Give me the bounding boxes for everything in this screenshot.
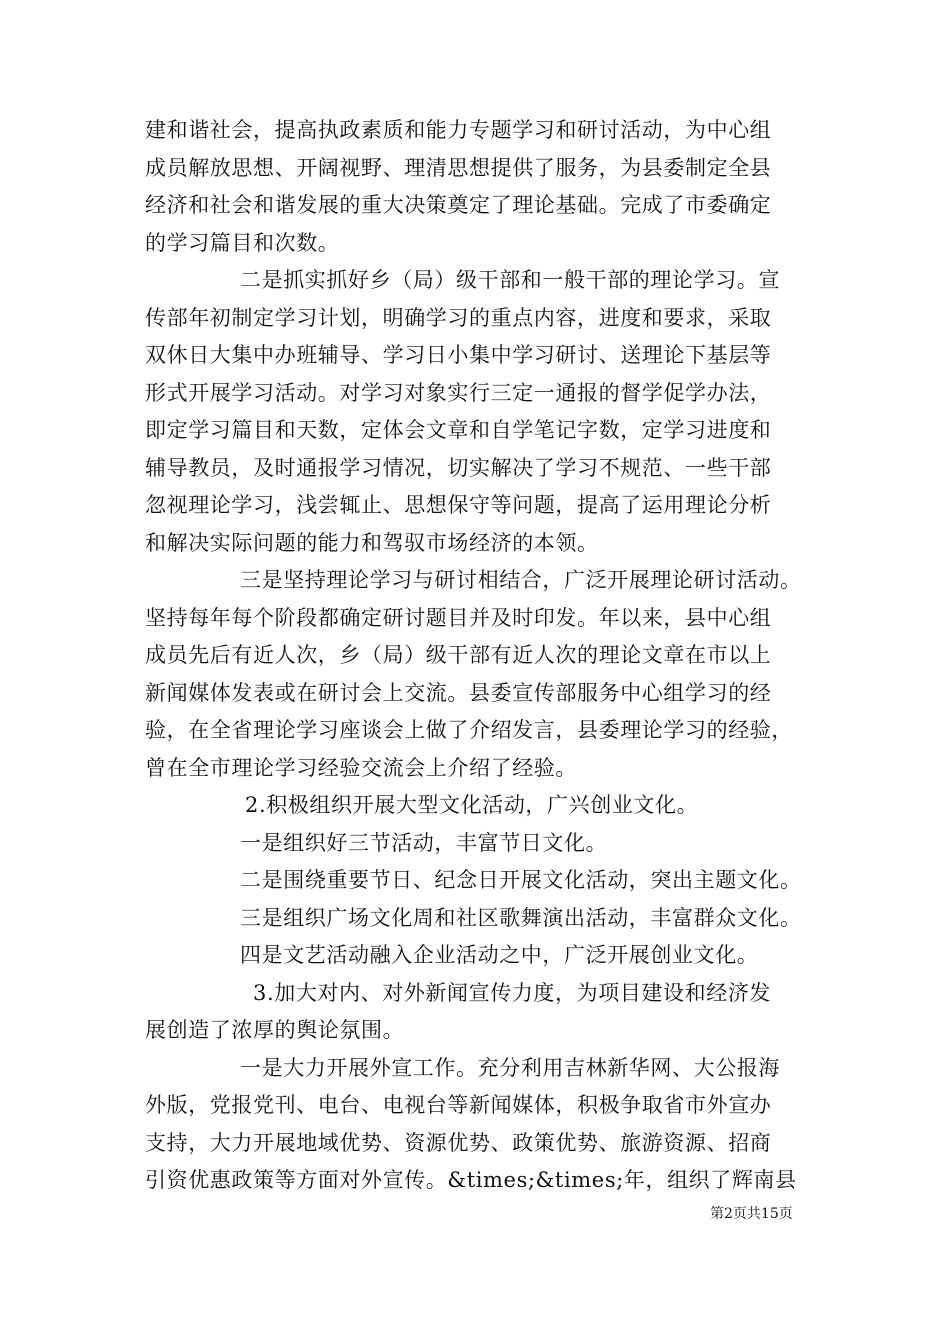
text-line: 双休日大集中办班辅导、学习日小集中学习研讨、送理论下基层等 <box>145 343 772 367</box>
text-line: 验，在全省理论学习座谈会上做了介绍发言，县委理论学习的经验， <box>145 718 793 742</box>
text-line: 的学习篇目和次数。 <box>145 230 340 255</box>
text-line: 展创造了浓厚的舆论氛围。 <box>145 1018 405 1042</box>
text-line: 忽视理论学习，浅尝辄止、思想保守等问题，提高了运用理论分析 <box>145 493 772 517</box>
text-line: 新闻媒体发表或在研讨会上交流。县委宣传部服务中心组学习的经 <box>145 680 772 705</box>
paragraph-start-line: 三是组织广场文化周和社区歌舞演出活动，丰富群众文化。 <box>240 905 802 930</box>
paragraph-start-line: 一是大力开展外宣工作。充分利用吉林新华网、大公报海 <box>240 1055 780 1080</box>
text-line: 和解决实际问题的能力和驾驭市场经济的本领。 <box>145 530 599 555</box>
text-line: 即定学习篇目和天数，定体会文章和自学笔记字数，定学习进度和 <box>145 418 772 442</box>
text-line: 外版，党报党刊、电台、电视台等新闻媒体，积极争取省市外宣办 <box>145 1093 772 1117</box>
page-number-footer: 第2页共15页 <box>710 1206 793 1222</box>
section-heading-line: 3.加大对内、对外新闻宣传力度，为项目建设和经济发 <box>253 980 772 1005</box>
text-line: 支持，大力开展地域优势、资源优势、政策优势、旅游资源、招商 <box>145 1130 772 1155</box>
text-line: 成员先后有近人次，乡（局）级干部有近人次的理论文章在市以上 <box>145 643 772 667</box>
document-body <box>145 112 810 1200</box>
text-line: 辅导教员，及时通报学习情况，切实解决了学习不规范、一些干部 <box>145 455 772 480</box>
paragraph-start-line: 四是文艺活动融入企业活动之中，广泛开展创业文化。 <box>240 943 759 967</box>
text-line: 经济和社会和谐发展的重大决策奠定了理论基础。完成了市委确定 <box>145 193 772 217</box>
text-line: 成员解放思想、开阔视野、理清思想提供了服务，为县委制定全县 <box>145 155 772 180</box>
text-line: 形式开展学习活动。对学习对象实行三定一通报的督学促学办法， <box>145 380 772 405</box>
text-line: 传部年初制定学习计划，明确学习的重点内容，进度和要求，采取 <box>145 305 772 330</box>
paragraph-start-line: 二是围绕重要节日、纪念日开展文化活动，突出主题文化。 <box>240 868 802 892</box>
section-heading-line: 2.积极组织开展大型文化活动，广兴创业文化。 <box>245 793 699 817</box>
paragraph-start-line: 二是抓实抓好乡（局）级干部和一般干部的理论学习。宣 <box>240 268 780 292</box>
text-line: 坚持每年每个阶段都确定研讨题目并及时印发。年以来，县中心组 <box>145 605 772 630</box>
text-line: 曾在全市理论学习经验交流会上介绍了经验。 <box>145 755 577 780</box>
text-line: 引资优惠政策等方面对外宣传。&times;&times;年，组织了辉南县 <box>145 1168 797 1192</box>
text-line: 建和谐社会，提高执政素质和能力专题学习和研讨活动，为中心组 <box>145 118 772 142</box>
paragraph-start-line: 三是坚持理论学习与研讨相结合，广泛开展理论研讨活动。 <box>240 568 802 592</box>
paragraph-start-line: 一是组织好三节活动，丰富节日文化。 <box>240 830 608 855</box>
